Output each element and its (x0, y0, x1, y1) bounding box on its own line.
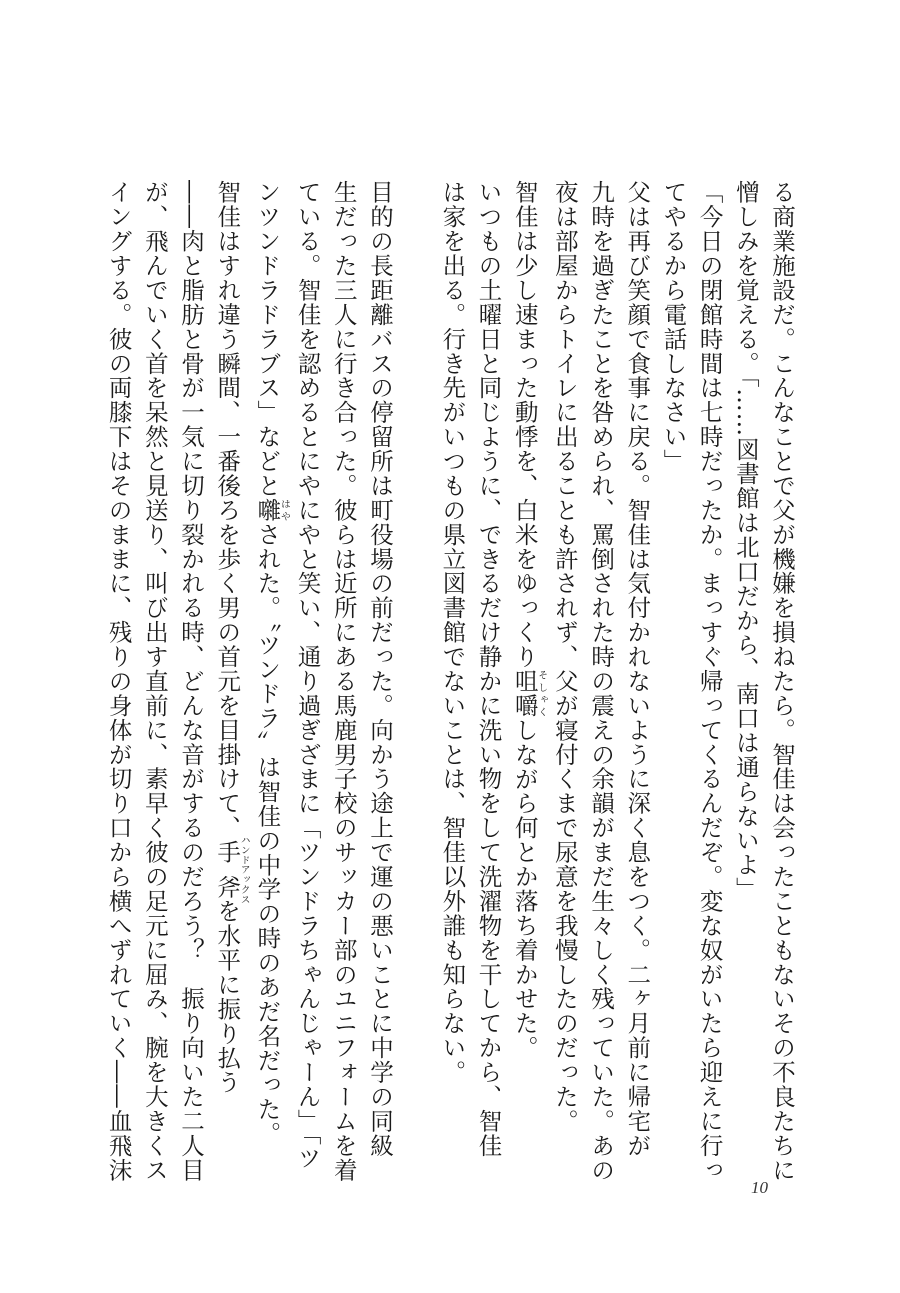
page-number: 10 (751, 1178, 768, 1197)
text-line: ている。智佳を認めるとにやにやと笑い、通り過ぎざまに「ツンドラちゃんじゃーん」「ツ (293, 180, 322, 1171)
text-fragment: しながら何とか落ち着かせた。 (510, 717, 539, 1060)
text-line: 「今日の閉館時間は七時だったか。まっすぐ帰ってくるんだぞ。変な奴がいたら迎えに行っ (695, 180, 724, 1183)
text-line: イングする。彼の両膝下はそのままに、残りの身体が切り口から横へずれていく――血飛沫 (104, 180, 133, 1183)
text-line: 憎しみを覚える。「……図書館は北口だから、南口は通らないよ」 (731, 180, 760, 902)
text-line: ――肉と脂肪と骨が一気に切り裂かれる時、どんな音がするのだろう？ 振り向いた二人目 (177, 180, 205, 1183)
text-fragment: された。〝ツンドラ〟は智佳の中学の時のあだ名だった。 (253, 522, 282, 1146)
text-fragment: 智佳は少し速まった動悸を、白米をゆっくり (510, 180, 539, 669)
text-fragment: ンツンドラドラブス」などと (253, 180, 282, 498)
text-line: てやるから電話しなさい」 (659, 180, 688, 474)
text-line: 父は再び笑顔で食事に戻る。智佳は気付かれないように深く息をつく。二ヶ月前に帰宅が (623, 180, 652, 1158)
text-line-with-ruby (249, 180, 290, 1146)
text-line: が、飛んでいく首を呆然と見送り、叫び出す直前に、素早く彼の足元に屈み、腕を大きくス (140, 180, 169, 1183)
vertical-text-block (100, 180, 800, 1183)
text-line: 目的の長距離バスの停留所は町役場の前だった。向かう途上で運の悪いことに中学の同級 (365, 180, 394, 1158)
text-fragment: を水平に振り払う (213, 898, 242, 1095)
text-line: いつもの土曜日と同じように、できるだけ静かに洗い物をして洗濯物を干してから、智佳 (474, 180, 503, 1158)
ruby-hand-axe: 手斧ハンドアックス (213, 834, 250, 904)
text-line-with-ruby (209, 180, 249, 1120)
ruby-soshaku: 咀嚼そしゃく (510, 668, 548, 718)
text-line: は家を出る。行き先がいつもの県立図書館でないことは、智佳以外誰も知らない。 (438, 180, 467, 1085)
text-line: 九時を過ぎたことを咎められ、罵倒された時の震えの余韻がまだ生々しく残っていた。あの (587, 180, 616, 1183)
text-line: 夜は部屋からトイレに出ることも許されず、父が寝付くまで尿意を我慢したのだった。 (550, 180, 579, 1134)
text-line: る商業施設だ。こんなことで父が機嫌を損ねたら。智佳は会ったこともないその不良たちに (768, 180, 796, 1183)
text-line: 生だった三人に行き合った。彼らは近所にある馬鹿男子校のサッカー部のユニフォームを着 (329, 180, 358, 1183)
ruby-hayasa: 囃はや (253, 497, 290, 523)
section-break (398, 180, 434, 1120)
text-fragment: 智佳はすれ違う瞬間、一番後ろを歩く男の首元を目掛けて、 (213, 180, 242, 840)
text-line-with-ruby (507, 180, 547, 1120)
